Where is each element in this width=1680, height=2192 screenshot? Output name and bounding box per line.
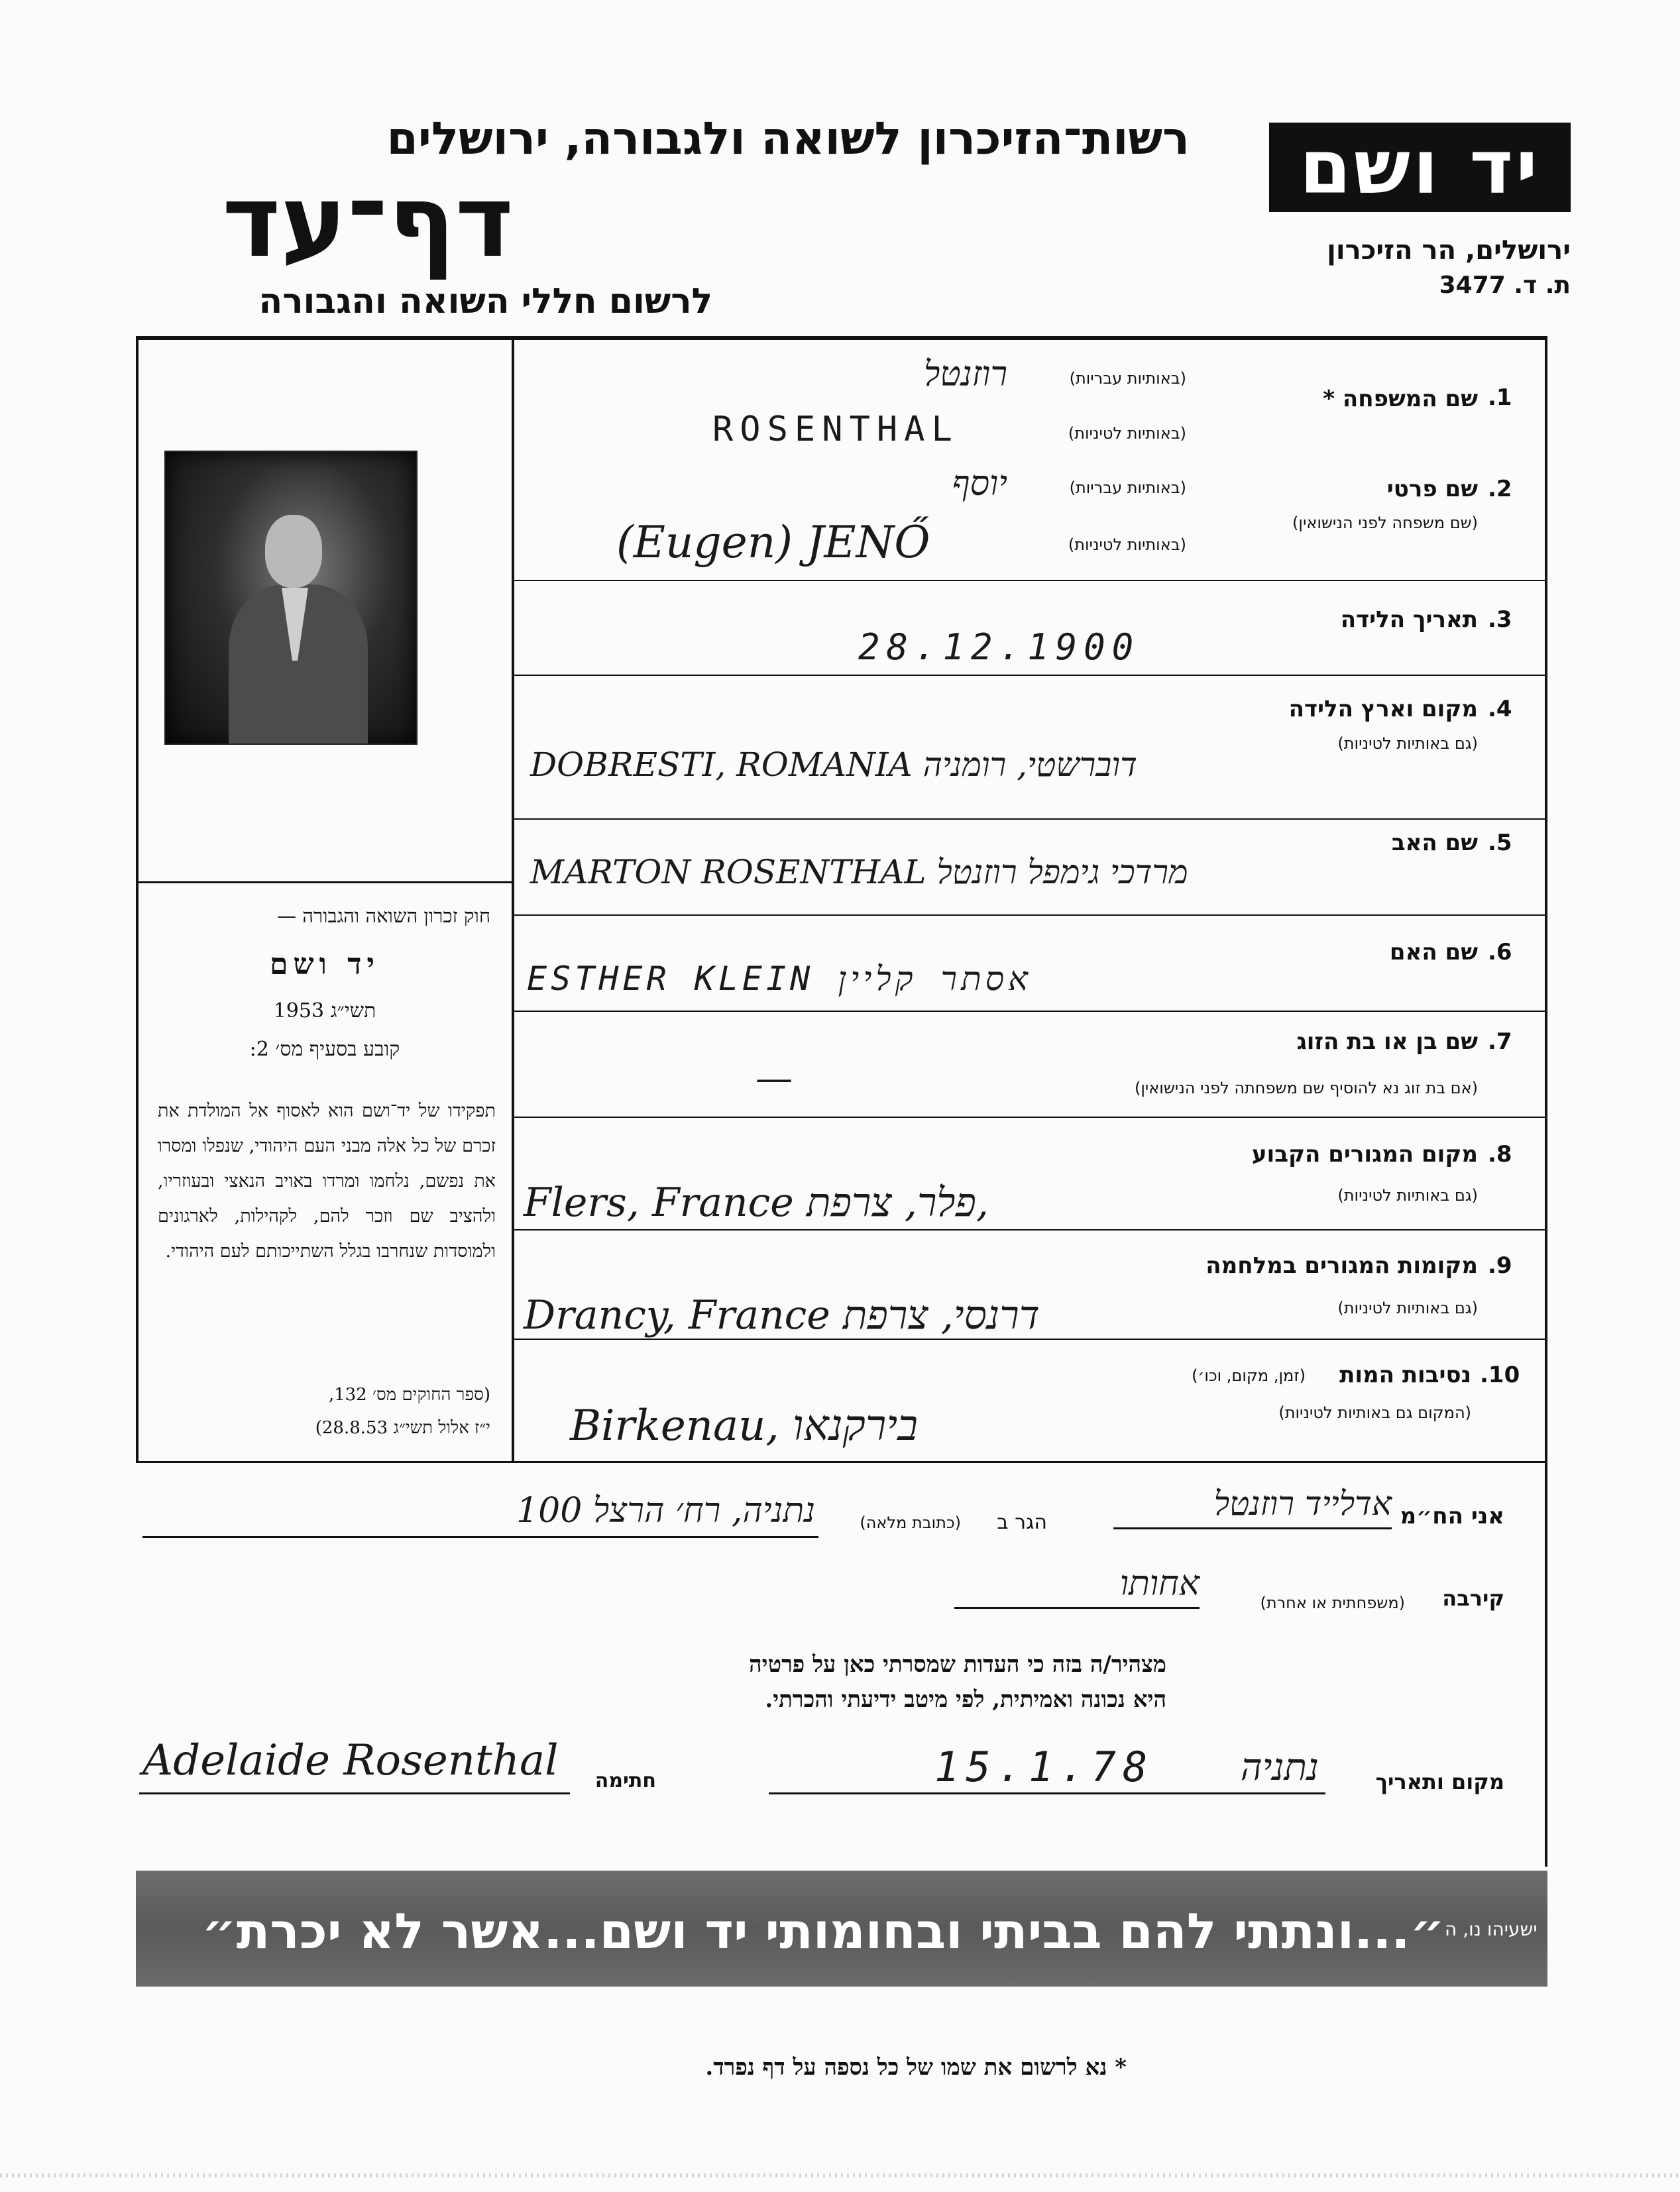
field-10-label: נסיבות המות (1339, 1362, 1471, 1388)
field-2-latin-hint: (באותיות לטיניות) (1068, 535, 1186, 554)
declarant-intro: אני הח״מ (1400, 1503, 1504, 1529)
banner-source: ישעיהו נו, ה (1445, 1918, 1538, 1940)
logo-text: יד ושם (1299, 124, 1541, 211)
declarant-name-line (1113, 1527, 1392, 1529)
field-separator (514, 1229, 1545, 1231)
relation-label: קירבה (1442, 1586, 1504, 1611)
footnote: * נא לרשום את שמו של כל נספה על דף נפרד. (705, 2054, 1127, 2081)
declarant-address-value: נתניה, רח׳ הרצל 100 (516, 1491, 815, 1531)
law-box-clause: קובע בסעיף מס׳ 2: (249, 1038, 400, 1061)
field-1-latin-hint: (באותיות לטיניות) (1068, 424, 1186, 443)
declarant-address-line (142, 1536, 818, 1538)
relation-hint: (משפחתית או אחרת) (1260, 1594, 1405, 1612)
field-2-hebrew-hint: (באותיות עבריות) (1069, 478, 1186, 497)
field-10-note-2: (המקום גם באותיות לטיניות) (1278, 1403, 1471, 1422)
declaration-line-2: היא נכונה ואמיתית, לפי מיטב ידיעתי והכרתי. (765, 1686, 1166, 1713)
banner-quote: ״...ונתתי להם בביתי ובחומותי יד ושם...אשר לא יכרת״ (201, 1903, 1445, 1960)
law-box-year: תשי״ג 1953 (273, 999, 376, 1022)
field-5-number: .5 (1488, 830, 1512, 856)
field-1-hebrew-hint: (באותיות עבריות) (1069, 369, 1186, 388)
field-2-latin-value: (Eugen) JENŐ (616, 517, 930, 568)
field-9-label: מקומות המגורים במלחמה (1205, 1252, 1478, 1279)
field-separator (514, 1339, 1545, 1340)
field-8-value: Flers, France פלר, צרפת, (524, 1179, 989, 1226)
declarant-resides-label: הגר ב (997, 1511, 1047, 1534)
form-title: דף־עד (222, 164, 514, 280)
right-border (1545, 336, 1547, 1867)
field-4-note: (גם באותיות לטיניות) (1337, 734, 1478, 753)
institution-heading: רשות־הזיכרון לשואה ולגבורה, ירושלים (386, 113, 1190, 165)
field-4-number: .4 (1488, 696, 1512, 722)
field-10-note: (זמן, מקום, וכו׳) (1192, 1366, 1306, 1385)
declarant-address-hint: (כתובת מלאה) (860, 1513, 961, 1532)
field-2-note: (שם משפחה לפני הנישואין) (1292, 514, 1478, 532)
field-1-hebrew-value: רוזנטל (924, 355, 1007, 394)
signature-line (139, 1792, 570, 1794)
signature-value: Adelaide Rosenthal (142, 1736, 559, 1785)
field-4-label: מקום וארץ הלידה (1288, 696, 1478, 722)
field-6-number: .6 (1488, 939, 1512, 965)
declarant-top-line (136, 1461, 1547, 1463)
field-5-label: שם האב (1391, 830, 1478, 856)
field-1-label: שם המשפחה * (1323, 386, 1478, 412)
field-separator (514, 580, 1545, 581)
field-4-value: DOBRESTI, ROMANIA דוברשטי, רומניה (530, 745, 1137, 784)
relation-value: אחותו (1119, 1564, 1200, 1604)
photo-figure-head (265, 515, 322, 588)
field-9-number: .9 (1488, 1252, 1512, 1279)
scan-noise-bottom (0, 2173, 1680, 2177)
field-10-value: Birkenau, בירקנאו (570, 1401, 918, 1451)
law-box-heading: חוק זכרון השואה והגבורה — (276, 904, 490, 927)
law-box-citation: (ספר החוקים מס׳ 132, (328, 1385, 490, 1405)
field-9-note: (גם באותיות לטיניות) (1337, 1299, 1478, 1317)
field-2-number: .2 (1488, 476, 1512, 502)
address-line-2: ת. ד. 3477 (1439, 272, 1571, 299)
field-1-latin-value: ROSENTHAL (712, 410, 959, 449)
field-2-label: שם פרטי (1386, 476, 1478, 502)
victim-photo (164, 451, 418, 745)
field-7-note: (אם בת זוג נא להוסיף שם משפחתה לפני הנישואין) (1134, 1079, 1478, 1097)
field-separator (514, 914, 1545, 916)
declarant-name-value: אדלייד רוזנטל (1213, 1484, 1392, 1523)
field-6-value: ESTHER KLEIN אסתר קליין (527, 959, 1033, 998)
field-separator (514, 675, 1545, 676)
yad-vashem-logo (1269, 123, 1571, 212)
relation-line (954, 1607, 1200, 1609)
law-box-text: תפקידו של יד־ושם הוא לאסוף אל המולדת את זכרם של כל אלה מבני העם היהודי, שנפלו ומסרו את נפשם, נלחמו ומרדו באויב הנאצי ובעוזריו, ולהציב שם וזכר להם, לקהילות, לארגונים ולמוסדות שנחרבו בגלל השתייכותם לעם היהודי. (158, 1101, 496, 1262)
field-9-value: Drancy, France דרנסי, צרפת (524, 1292, 1040, 1339)
column-divider (512, 336, 514, 1462)
field-1-number: .1 (1488, 384, 1512, 411)
law-box-name: יד ושם (270, 948, 380, 981)
field-7-value: — (756, 1057, 793, 1100)
field-separator (514, 1011, 1545, 1012)
address-line-1: ירושלים, הר הזיכרון (1327, 235, 1571, 266)
date-value: 15.1.78 (934, 1743, 1154, 1791)
place-value: נתניה (1240, 1746, 1319, 1789)
place-date-line (769, 1792, 1325, 1794)
field-7-number: .7 (1488, 1028, 1512, 1055)
form-subtitle: לרשום חללי השואה והגבורה (258, 282, 712, 321)
signature-label: חתימה (594, 1769, 656, 1792)
field-8-label: מקום המגורים הקבוע (1251, 1141, 1478, 1168)
law-box-top-line (136, 881, 512, 883)
left-border (136, 336, 139, 1462)
field-7-label: שם בן או בת הזוג (1296, 1028, 1478, 1055)
field-10-number: .10 (1480, 1362, 1520, 1388)
field-6-label: שם האם (1389, 939, 1478, 965)
field-separator (514, 818, 1545, 820)
field-5-value: MARTON ROSENTHAL מרדכי גימפל רוזנטל (530, 853, 1188, 891)
field-8-number: .8 (1488, 1141, 1512, 1168)
law-box-citation-date: י״ז אלול תשי״ג 28.8.53) (315, 1418, 490, 1438)
place-date-label: מקום ותאריך (1375, 1769, 1504, 1794)
field-3-label: תאריך הלידה (1340, 606, 1478, 633)
declaration-line-1: מצהיר/ה בזה כי העדות שמסרתי כאן על פרטיה (749, 1651, 1166, 1678)
field-3-number: .3 (1488, 606, 1512, 633)
field-2-hebrew-value: יוסף (952, 464, 1007, 504)
field-3-value: 28.12.1900 (858, 626, 1141, 668)
field-separator (514, 1117, 1545, 1118)
field-8-note: (גם באותיות לטיניות) (1337, 1186, 1478, 1205)
